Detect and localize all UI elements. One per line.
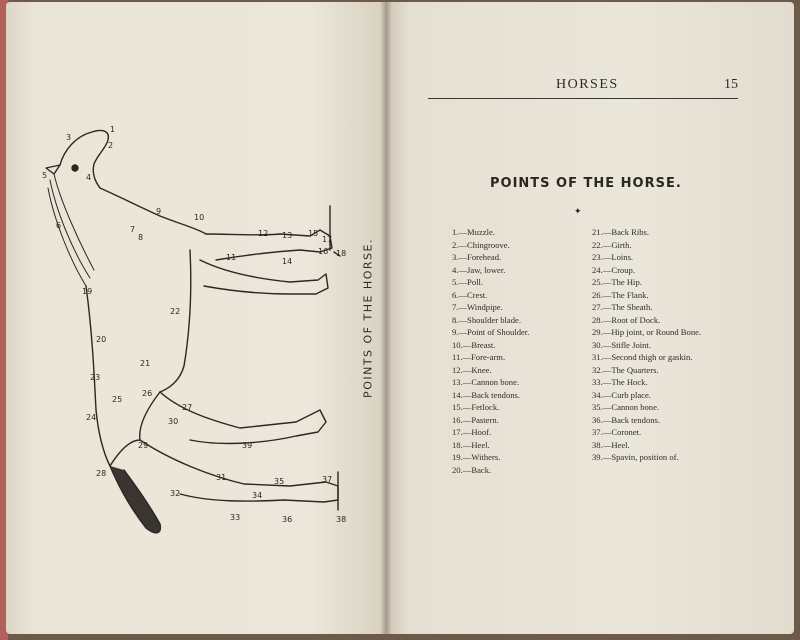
list-item: 1.—Muzzle.	[452, 227, 495, 237]
list-item: 18.—Heel.	[452, 439, 490, 450]
horse-ear	[46, 165, 60, 174]
diagram-label: 7	[130, 225, 136, 234]
diagram-label: 37	[322, 475, 333, 484]
diagram-label: 27	[182, 403, 193, 412]
diagram-label: 28	[96, 469, 107, 478]
diagram-label: 10	[194, 213, 205, 222]
diagram-label: 16	[318, 247, 329, 256]
diagram-label: 20	[96, 335, 107, 344]
diagram-label: 18	[336, 249, 347, 258]
diagram-label: 17	[322, 235, 333, 244]
list-item: 26.—The Flank.	[592, 289, 649, 300]
horse-diagram	[20, 110, 360, 540]
list-item: 9.—Point of Shoulder.	[452, 327, 530, 337]
diagram-label: 26	[142, 389, 153, 398]
list-item: 8.—Shoulder blade.	[452, 314, 521, 325]
list-item: 36.—Back tendons.	[592, 414, 661, 425]
horse-tail	[110, 466, 160, 533]
list-item: 39.—Spavin, position of.	[592, 452, 679, 462]
page-heading: POINTS OF THE HORSE.	[490, 176, 682, 191]
list-item: 19.—Withers.	[452, 452, 501, 462]
diagram-label: 33	[230, 513, 241, 522]
list-item: 6.—Crest.	[452, 289, 488, 300]
diagram-label: 3	[66, 133, 72, 142]
diagram-label: 15	[308, 229, 319, 238]
diagram-label: 9	[156, 207, 162, 216]
points-list-left	[452, 226, 529, 476]
list-item: 25.—The Hip.	[592, 277, 642, 287]
list-item: 20.—Back.	[452, 464, 492, 475]
list-item: 21.—Back Ribs.	[592, 227, 650, 237]
list-item: 24.—Croup.	[592, 264, 635, 275]
list-item: 16.—Pastern.	[452, 414, 499, 425]
list-item: 33.—The Hock.	[592, 377, 648, 387]
figure-caption: POINTS OF THE HORSE.	[361, 238, 375, 398]
list-item: 23.—Loins.	[592, 252, 634, 262]
diagram-label: 13	[282, 231, 293, 240]
diagram-label: 35	[274, 477, 285, 486]
ornament-icon: ✦	[574, 206, 582, 216]
horse-hindleg-upper	[160, 392, 326, 443]
running-head	[428, 74, 738, 99]
list-item: 29.—Hip joint, or Round Bone.	[592, 327, 702, 337]
running-head-title: HORSES	[556, 77, 619, 92]
list-item: 38.—Heel.	[592, 439, 630, 450]
list-item: 5.—Poll.	[452, 277, 484, 287]
diagram-label: 23	[90, 373, 101, 382]
list-item: 4.—Jaw, lower.	[452, 264, 506, 275]
list-item: 31.—Second thigh or gaskin.	[592, 352, 693, 362]
list-item: 27.—The Sheath.	[592, 302, 653, 312]
page-number: 15	[724, 77, 738, 92]
list-item: 2.—Chingroove.	[452, 239, 510, 250]
diagram-label: 5	[42, 171, 48, 180]
diagram-label: 39	[242, 441, 253, 450]
list-item: 15.—Fetlock.	[452, 402, 500, 412]
diagram-label: 25	[112, 395, 123, 404]
list-item: 28.—Root of Dock.	[592, 314, 661, 325]
diagram-label: 22	[170, 307, 181, 316]
points-list-right	[592, 226, 701, 464]
list-item: 7.—Windpipe.	[452, 302, 503, 312]
list-item: 32.—The Quarters.	[592, 364, 659, 375]
diagram-label: 6	[56, 221, 62, 230]
diagram-label: 11	[226, 253, 237, 262]
diagram-label: 32	[170, 489, 181, 498]
diagram-label: 12	[258, 229, 269, 238]
diagram-label: 21	[140, 359, 151, 368]
diagram-label: 8	[138, 233, 144, 242]
diagram-label: 36	[282, 515, 293, 524]
diagram-label: 31	[216, 473, 227, 482]
diagram-label: 2	[108, 141, 114, 150]
book-gutter	[380, 2, 392, 634]
list-item: 22.—Girth.	[592, 239, 632, 250]
horse-foreleg-lower	[200, 260, 328, 294]
list-item: 10.—Breast.	[452, 339, 496, 350]
diagram-label: 19	[82, 287, 93, 296]
list-item: 3.—Forehead.	[452, 252, 502, 262]
list-item: 35.—Cannon bone.	[592, 402, 660, 412]
diagram-label: 30	[168, 417, 179, 426]
diagram-label: 34	[252, 491, 263, 500]
list-item: 17.—Hoof.	[452, 427, 492, 437]
diagram-label: 38	[336, 515, 347, 524]
list-item: 34.—Curb place.	[592, 389, 651, 400]
list-item: 30.—Stifle Joint.	[592, 339, 651, 350]
list-item: 11.—Fore-arm.	[452, 352, 506, 362]
horse-eye	[72, 165, 78, 171]
list-item: 13.—Cannon bone.	[452, 377, 520, 387]
horse-belly	[160, 250, 191, 392]
list-item: 37.—Coronet.	[592, 427, 642, 437]
horse-throat	[100, 188, 206, 234]
diagram-label: 1	[110, 125, 116, 134]
diagram-label: 24	[86, 413, 97, 422]
list-item: 12.—Knee.	[452, 364, 492, 375]
diagram-label: 4	[86, 173, 92, 182]
diagram-label: 29	[138, 441, 149, 450]
diagram-label: 14	[282, 257, 293, 266]
horse-mane	[48, 174, 94, 286]
list-item: 14.—Back tendons.	[452, 389, 521, 400]
